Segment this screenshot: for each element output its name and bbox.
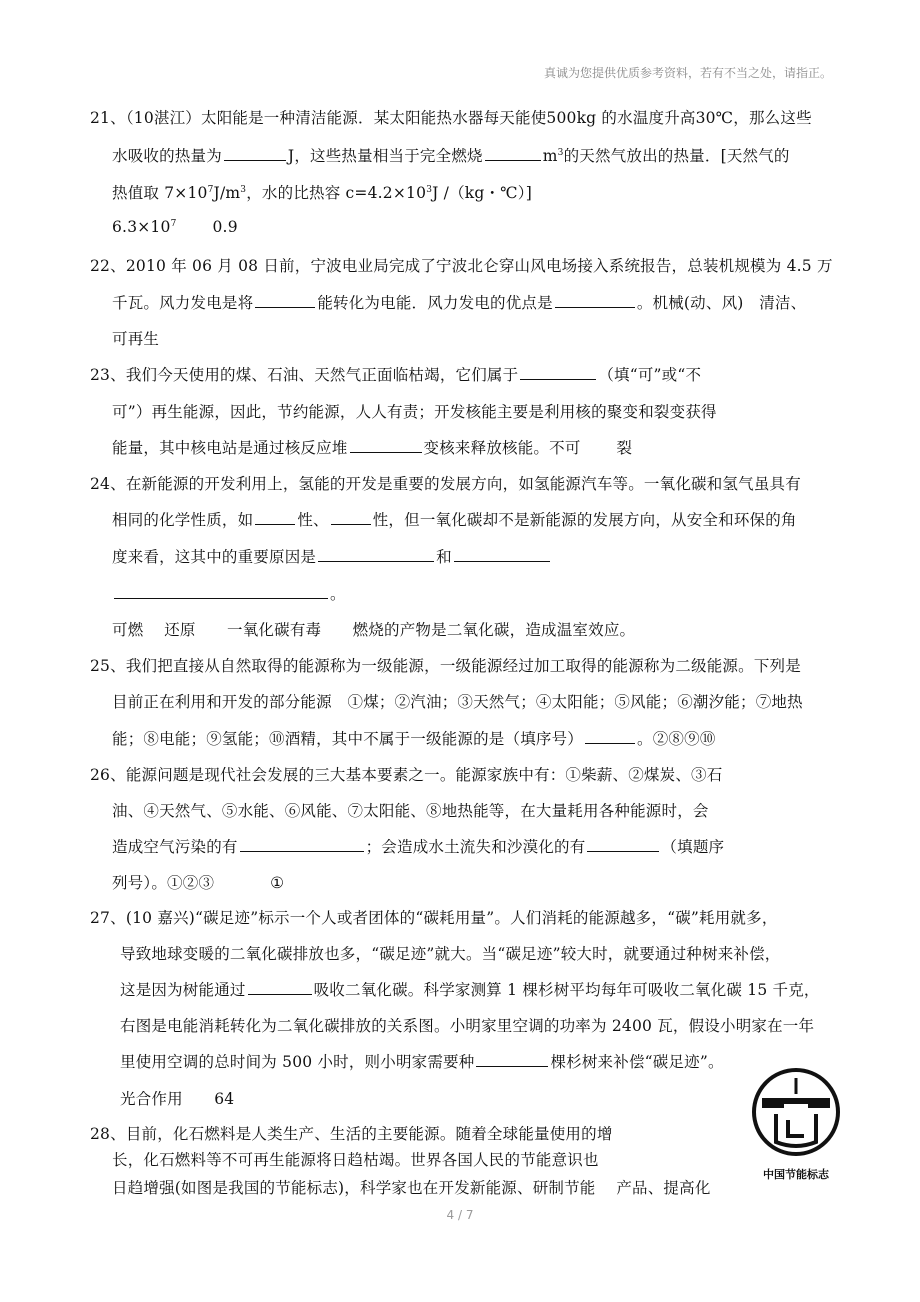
q26-text: ；会造成水土流失和沙漠化的有: [365, 838, 586, 856]
q28-line-3: [112, 1176, 711, 1198]
q22-text: 。机械(动、风) 清洁、: [636, 294, 807, 312]
q24-line-4: [112, 582, 346, 604]
q25-text: 能；⑧电能；⑨氢能；⑩酒精，其中不属于一级能源的是（填序号）: [112, 730, 584, 748]
superscript: 7: [207, 184, 214, 195]
q21-line-3: [112, 181, 532, 203]
q23-text: 能量，其中核电站是通过核反应堆: [112, 439, 348, 457]
q24-answer: [112, 618, 635, 640]
q27-text: 右图是电能消耗转化为二氧化碳排放的关系图。小明家里空调的功率为 2400 瓦，假设小明家在一年: [120, 1017, 815, 1035]
q27-line-2: [120, 942, 781, 964]
q21-text: J，这些热量相当于完全燃烧: [287, 147, 483, 165]
q26-text: 26、能源问题是现代社会发展的三大基本要素之一。能源家族中有：①柴薪、②煤炭、③石: [90, 766, 723, 784]
q27-text: 导致地球变暖的二氧化碳排放也多，“碳足迹”就大。当“碳足迹”较大时，就要通过种树来补偿，: [120, 945, 781, 963]
q24-line-2: [112, 508, 797, 530]
answer-blank: [224, 145, 286, 161]
answer-blank: [240, 836, 364, 852]
answer-blank: [485, 145, 541, 161]
superscript: 3: [557, 147, 564, 158]
answer-blank: [318, 546, 434, 562]
q23-line-3: [112, 436, 632, 458]
q27-line-4: [120, 1014, 814, 1036]
q27-text: 里使用空调的总时间为 500 小时，则小明家需要种: [120, 1053, 475, 1071]
q27-answer: [120, 1087, 234, 1109]
q24-text: 和: [436, 548, 452, 566]
answer-text: 列号）。①②③: [112, 874, 215, 892]
q23-line-1: [90, 363, 701, 385]
answer-blank: [255, 509, 295, 525]
q26-line-4: [112, 871, 284, 893]
q22-line-2: [112, 291, 806, 313]
q21-line-1: [90, 106, 812, 128]
answer-blank: [476, 1051, 548, 1067]
q24-text: 。: [330, 585, 346, 603]
q24-line-3: [112, 545, 552, 567]
q23-line-2: [112, 400, 717, 422]
q21-line-2: [112, 144, 790, 166]
logo-caption: 中国节能标志: [763, 1168, 829, 1181]
q25-line-2: [112, 690, 803, 712]
q25-text: 目前正在利用和开发的部分能源 ①煤；②汽油；③天然气；④太阳能；⑤风能；⑥潮汐能；⑦地热: [112, 693, 803, 711]
answer-blank: [587, 836, 659, 852]
energy-saving-logo-icon: [750, 1064, 842, 1164]
answer-blank: [331, 509, 371, 525]
q28-line-2: [112, 1148, 599, 1170]
q21-text: J/m: [213, 184, 241, 202]
q22-text: 22、2010 年 06 月 08 日前，宁波电业局完成了宁波北仑穿山风电场接入系统报告，总装机规模为 4.5 万: [90, 257, 833, 275]
answer-text: 光合作用 64: [120, 1090, 235, 1108]
q26-line-1: [90, 763, 722, 785]
answer-text: 裂: [616, 439, 633, 457]
q25-line-3: [112, 727, 716, 749]
q27-line-1: [90, 906, 778, 928]
answer-text: 。②⑧⑨⑩: [637, 730, 716, 748]
superscript: 3: [240, 184, 247, 195]
q23-text: （填“可”或“不: [598, 366, 702, 384]
answer-blank: [520, 364, 596, 380]
answer-blank: [248, 979, 312, 995]
q28-text: 长，化石燃料等不可再生能源将日趋枯竭。世界各国人民的节能意识也: [112, 1151, 599, 1169]
q26-line-2: [112, 799, 709, 821]
energy-saving-logo: [750, 1064, 842, 1192]
q22-text: 能转化为电能．风力发电的优点是: [317, 294, 553, 312]
q23-text: 23、我们今天使用的煤、石油、天然气正面临枯竭，它们属于: [90, 366, 519, 384]
answer-blank: [255, 292, 315, 308]
answer-text: 可再生: [112, 330, 160, 348]
answer-blank: [555, 292, 635, 308]
q26-line-3: [112, 835, 724, 857]
q25-line-1: [90, 654, 801, 676]
q28-text: 日趋增强(如图是我国的节能标志)，科学家也在开发新能源、研制节能 产品、提高化: [112, 1179, 711, 1197]
q28-line-1: [90, 1122, 613, 1144]
q22-line-1: [90, 254, 833, 276]
q21-text: 热值取 7×10: [112, 184, 208, 202]
answer-blank: [350, 437, 422, 453]
q25-text: 25、我们把直接从自然取得的能源称为一级能源，一级能源经过加工取得的能源称为二级能源。下列是: [90, 657, 801, 675]
q24-text: 24、在新能源的开发利用上，氢能的开发是重要的发展方向，如氢能源汽车等。一氧化碳和氢气虽具有: [90, 475, 801, 493]
answer-text: ①: [270, 874, 285, 892]
q21-answer: [112, 218, 238, 236]
q24-text: 性，但一氧化碳却不是新能源的发展方向，从安全和环保的角: [372, 511, 797, 529]
answer-blank: [114, 583, 328, 599]
q21-text: 的天然气放出的热量．[天然气的: [563, 147, 790, 165]
q24-text: 相同的化学性质，如: [112, 511, 254, 529]
q21-text: m: [542, 147, 558, 165]
q22-line-3: [112, 327, 159, 349]
q24-line-1: [90, 472, 801, 494]
q26-text: （填题序: [661, 838, 725, 856]
q22-text: 千瓦。风力发电是将: [112, 294, 254, 312]
q23-text: 可”）再生能源，因此，节约能源，人人有责；开发核能主要是利用核的聚变和裂变获得: [112, 403, 717, 421]
q24-text: 性、: [297, 511, 329, 529]
answer-text: 0.9: [212, 218, 238, 236]
q27-text: 棵杉树来补偿“碳足迹”。: [550, 1053, 724, 1071]
q27-line-3: [120, 978, 820, 1000]
answer-text: 可燃 还原 一氧化碳有毒 燃烧的产物是二氧化碳，造成温室效应。: [112, 621, 636, 639]
q27-text: 吸收二氧化碳。科学家测算 1 棵杉树平均每年可吸收二氧化碳 15 千克，: [313, 981, 820, 999]
q27-line-5: [120, 1050, 724, 1072]
q21-text: ，水的比热容 c=4.2×10: [246, 184, 427, 202]
answer-text: 6.3×10: [112, 218, 171, 236]
answer-blank: [454, 546, 550, 562]
header-note: 真诚为您提供优质参考资料，若有不当之处，请指正。: [543, 66, 832, 80]
q26-text: 油、④天然气、⑤水能、⑥风能、⑦太阳能、⑧地热能等，在大量耗用各种能源时，会: [112, 802, 709, 820]
q27-text: 27、(10 嘉兴)“碳足迹”标示一个人或者团体的“碳耗用量”。人们消耗的能源越多，“碳”耗用就多，: [90, 909, 778, 927]
q28-text: 28、目前，化石燃料是人类生产、生活的主要能源。随着全球能量使用的增: [90, 1125, 613, 1143]
q26-text: 造成空气污染的有: [112, 838, 238, 856]
q21-text: 21、（10湛江）太阳能是一种清洁能源．某太阳能热水器每天能使500kg 的水温度升高30℃，那么这些: [90, 109, 812, 127]
answer-blank: [585, 728, 635, 744]
superscript: 7: [170, 218, 177, 229]
q21-text: J /（kg・℃）]: [432, 184, 532, 202]
page-number: 4 / 7: [446, 1208, 474, 1222]
q23-text: 变核来释放核能。不可: [423, 439, 581, 457]
q21-text: 水吸收的热量为: [112, 147, 222, 165]
q27-text: 这是因为树能通过: [120, 981, 246, 999]
q24-text: 度来看，这其中的重要原因是: [112, 548, 317, 566]
superscript: 3: [426, 184, 433, 195]
